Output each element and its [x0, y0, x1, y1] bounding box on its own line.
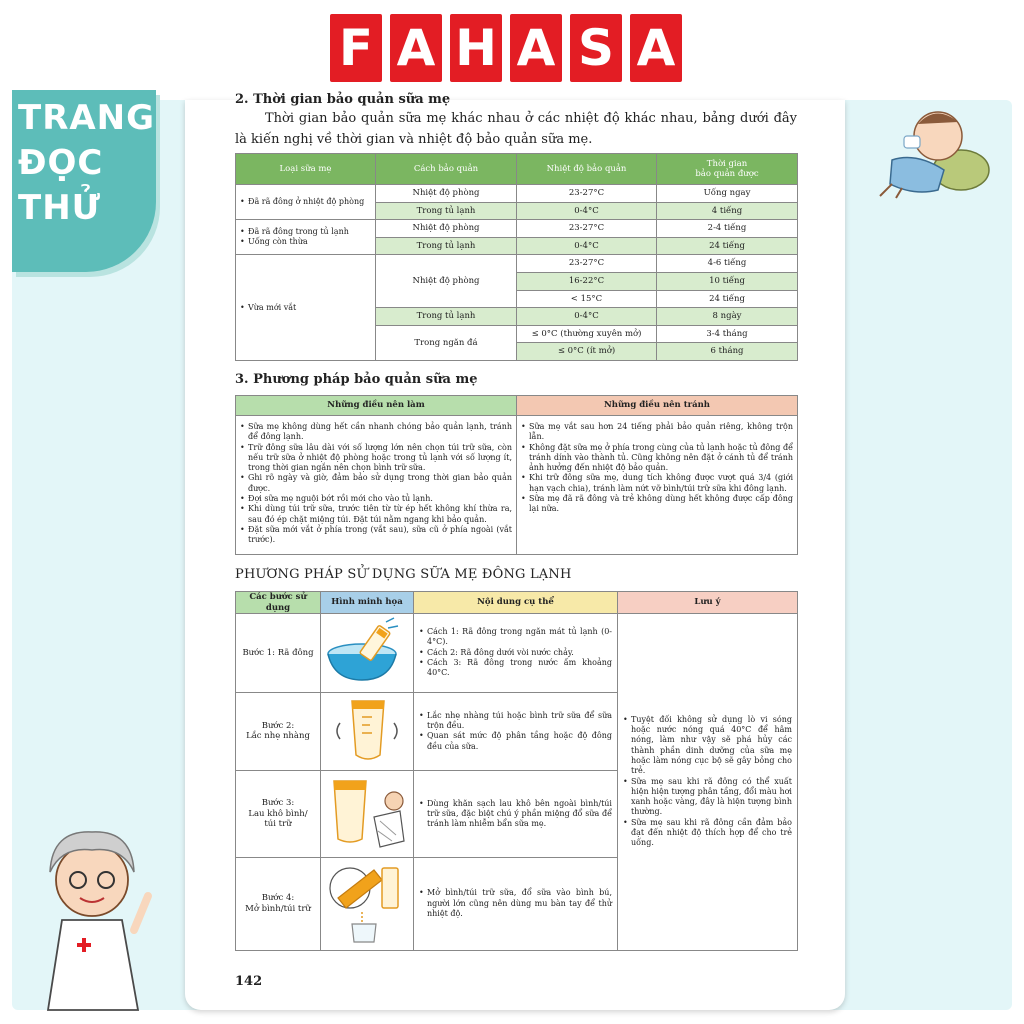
table-row	[236, 255, 798, 273]
dont-header: Những điều nên tránh	[517, 396, 798, 416]
step-content	[414, 771, 618, 858]
baby-drinking-illustration	[866, 100, 996, 218]
step-content	[414, 614, 618, 693]
milk-type-cell	[236, 185, 376, 220]
storage-time: 10 tiếng	[657, 272, 798, 290]
storage-method: Trong tủ lạnh	[376, 237, 517, 255]
thaw-bowl-icon	[321, 614, 414, 693]
frozen-milk-usage-table	[235, 591, 798, 951]
storage-method: Trong ngăn đá	[376, 325, 517, 360]
storage-time: 8 ngày	[657, 308, 798, 326]
storage-method: Nhiệt độ phòng	[376, 185, 517, 203]
list-item: • Trữ đông sữa lâu dài với số lượng lớn nên chọn túi trữ sữa, còn nếu trữ sữa ở nhiệt độ phòng hoặc trong tủ lạnh với số lượng ít, trong thời gian ngắn nên chọn bình trữ sữa.	[240, 443, 512, 474]
book-page	[185, 92, 845, 1010]
storage-time: 6 tháng	[657, 343, 798, 361]
storage-temp: 23-27°C	[517, 220, 657, 238]
list-item: • Sữa mẹ không dùng hết cần nhanh chóng bảo quản lạnh, tránh để đông lạnh.	[240, 422, 512, 443]
notes-list	[623, 715, 792, 849]
header-storage-temp: Nhiệt độ bảo quản	[517, 154, 657, 185]
header-steps: Các bước sử dụng	[236, 592, 321, 614]
section-4-heading: PHƯƠNG PHÁP SỬ DỤNG SỮA MẸ ĐÔNG LẠNH	[235, 567, 572, 582]
list-item: • Sữa mẹ đã rã đông và trẻ không dùng hết không được cấp đông lại nữa.	[521, 494, 793, 515]
storage-temp: 0-4°C	[517, 237, 657, 255]
list-item: • Cách 1: Rã đông trong ngăn mát tủ lạnh (0-4°C).	[419, 627, 612, 648]
storage-time-table	[235, 153, 798, 361]
pour-bottle-icon	[321, 858, 414, 951]
step-items	[419, 799, 612, 830]
do-cell	[236, 416, 517, 555]
storage-method: Trong tủ lạnh	[376, 202, 517, 220]
step-label: Bước 3: Lau khô bình/ túi trữ	[236, 771, 321, 858]
do-dont-table	[235, 395, 798, 555]
storage-time: 4 tiếng	[657, 202, 798, 220]
step-items	[419, 711, 612, 752]
list-item: • Ghi rõ ngày và giờ, đảm bảo sử dụng trong thời gian bảo quản được.	[240, 473, 512, 494]
badge-line: THỬ	[18, 188, 102, 228]
list-item: • Khi trữ đông sữa mẹ, dung tích không được vượt quá 3/4 (giới hạn vạch chia), tránh làm nứt vỡ bình/túi trữ sữa khi đông lạnh.	[521, 473, 793, 494]
doctor-illustration	[22, 810, 162, 1020]
header-details: Nội dung cụ thể	[414, 592, 618, 614]
header-storage-method: Cách bảo quản	[376, 154, 517, 185]
do-header: Những điều nên làm	[236, 396, 517, 416]
list-item: • Tuyệt đối không sử dụng lò vi sóng hoặc nước nóng quá 40°C để hâm nóng, làm như vậy sẽ phá hủy các thành phần dinh dưỡng của sữa mẹ hoặc làm nóng cục bộ sẽ gây bỏng cho trẻ.	[623, 715, 792, 777]
list-item: • Đặt sữa mới vắt ở phía trong (vắt sau), sữa cũ ở phía ngoài (vắt trước).	[240, 525, 512, 546]
shake-bag-icon	[321, 692, 414, 771]
table-row	[236, 614, 798, 693]
list-item: • Sữa mẹ vắt sau hơn 24 tiếng phải bảo quản riêng, không trộn lẫn.	[521, 422, 793, 443]
list-item: • Mở bình/túi trữ sữa, đổ sữa vào bình bú, người lớn cũng nên dùng mu bàn tay để thử nhiệt độ.	[419, 888, 612, 919]
section-3-heading: 3. Phương pháp bảo quản sữa mẹ	[235, 372, 478, 387]
list-item: • Cách 2: Rã đông dưới vòi nước chảy.	[419, 648, 612, 658]
logo-letter: H	[450, 14, 502, 82]
header-milk-type: Loại sữa mẹ	[236, 154, 376, 185]
milk-type: • Đã rã đông trong tủ lạnh	[240, 227, 372, 237]
logo-letter: A	[390, 14, 442, 82]
logo-letter: A	[630, 14, 682, 82]
table-row	[236, 220, 798, 238]
step-label: Bước 4: Mở bình/túi trữ	[236, 858, 321, 951]
list-item: • Sữa mẹ sau khi rã đông cần đảm bảo đạt đến nhiệt độ thích hợp để cho trẻ uống.	[623, 818, 792, 849]
dont-cell	[517, 416, 798, 555]
logo-letter: A	[510, 14, 562, 82]
list-item: • Không đặt sữa mẹ ở phía trong cùng của tủ lạnh hoặc tủ đông để tránh dính vào thành tủ. Cũng không nên đặt ở cánh tủ để tránh ảnh hưởng đến nhiệt độ bảo quản.	[521, 443, 793, 474]
step-content	[414, 692, 618, 771]
storage-temp: ≤ 0°C (thường xuyên mở)	[517, 325, 657, 343]
storage-method: Trong tủ lạnh	[376, 308, 517, 326]
milk-type: • Đã rã đông ở nhiệt độ phòng	[240, 197, 372, 207]
logo-letter: S	[570, 14, 622, 82]
storage-temp: 23-27°C	[517, 185, 657, 203]
step-items	[419, 627, 612, 678]
storage-method: Nhiệt độ phòng	[376, 255, 517, 308]
storage-temp: 16-22°C	[517, 272, 657, 290]
do-list	[240, 422, 512, 546]
page-number: 142	[235, 974, 263, 989]
header-storage-time: Thời gian bảo quản được	[657, 154, 798, 185]
storage-time: 4-6 tiếng	[657, 255, 798, 273]
step-label: Bước 2: Lắc nhẹ nhàng	[236, 692, 321, 771]
list-item: • Cách 3: Rã đông trong nước ấm khoảng 40°C.	[419, 658, 612, 679]
list-item: • Dùng khăn sạch lau khô bên ngoài bình/túi trữ sữa, đặc biệt chú ý phần miệng đổ sữa để tránh làm nhiễm bẩn sữa mẹ.	[419, 799, 612, 830]
table-row	[236, 185, 798, 203]
section-2-heading: 2. Thời gian bảo quản sữa mẹ	[235, 92, 451, 107]
storage-temp: 0-4°C	[517, 308, 657, 326]
storage-time: 3-4 tháng	[657, 325, 798, 343]
step-items	[419, 888, 612, 919]
list-item: • Sữa mẹ sau khi rã đông có thể xuất hiện hiện tượng phân tầng, đổi màu hơi xanh hoặc vàng, đây là hiện tượng bình thường.	[623, 777, 792, 818]
badge-line: ĐỌC	[18, 143, 104, 183]
storage-method: Nhiệt độ phòng	[376, 220, 517, 238]
list-item: • Khi dùng túi trữ sữa, trước tiên từ từ ép hết không khí thừa ra, sau đó ép chặt miệng túi. Đặt túi nằm ngang khi bảo quản.	[240, 504, 512, 525]
step-label: Bước 1: Rã đông	[236, 614, 321, 693]
storage-temp: < 15°C	[517, 290, 657, 308]
step-content	[414, 858, 618, 951]
storage-temp: 0-4°C	[517, 202, 657, 220]
milk-type-cell	[236, 220, 376, 255]
storage-time: Uống ngay	[657, 185, 798, 203]
milk-type: • Uống còn thừa	[240, 237, 372, 247]
dont-list	[521, 422, 793, 515]
wipe-bag-icon	[321, 771, 414, 858]
storage-temp: ≤ 0°C (ít mở)	[517, 343, 657, 361]
storage-time: 2-4 tiếng	[657, 220, 798, 238]
logo-letter: F	[330, 14, 382, 82]
fahasa-logo	[330, 14, 682, 82]
storage-temp: 23-27°C	[517, 255, 657, 273]
notes-cell	[618, 614, 798, 951]
badge-line: TRANG	[18, 98, 156, 138]
section-2-intro: Thời gian bảo quản sữa mẹ khác nhau ở các nhiệt độ khác nhau, bảng dưới đây là kiến nghị về thời gian và nhiệt độ bảo quản sữa mẹ.	[235, 111, 797, 147]
storage-table-body	[236, 185, 798, 361]
list-item: • Quan sát mức độ phân tầng hoặc độ đông đều của sữa.	[419, 731, 612, 752]
list-item: • Đợi sữa mẹ nguội bớt rồi mới cho vào tủ lạnh.	[240, 494, 512, 504]
milk-type-cell	[236, 255, 376, 361]
header-illustration: Hình minh họa	[321, 592, 414, 614]
preview-badge	[12, 90, 156, 272]
storage-time: 24 tiếng	[657, 237, 798, 255]
header-notes: Lưu ý	[618, 592, 798, 614]
milk-type: • Vừa mới vắt	[240, 303, 372, 313]
list-item: • Lắc nhẹ nhàng túi hoặc bình trữ sữa để sữa trộn đều.	[419, 711, 612, 732]
storage-time: 24 tiếng	[657, 290, 798, 308]
